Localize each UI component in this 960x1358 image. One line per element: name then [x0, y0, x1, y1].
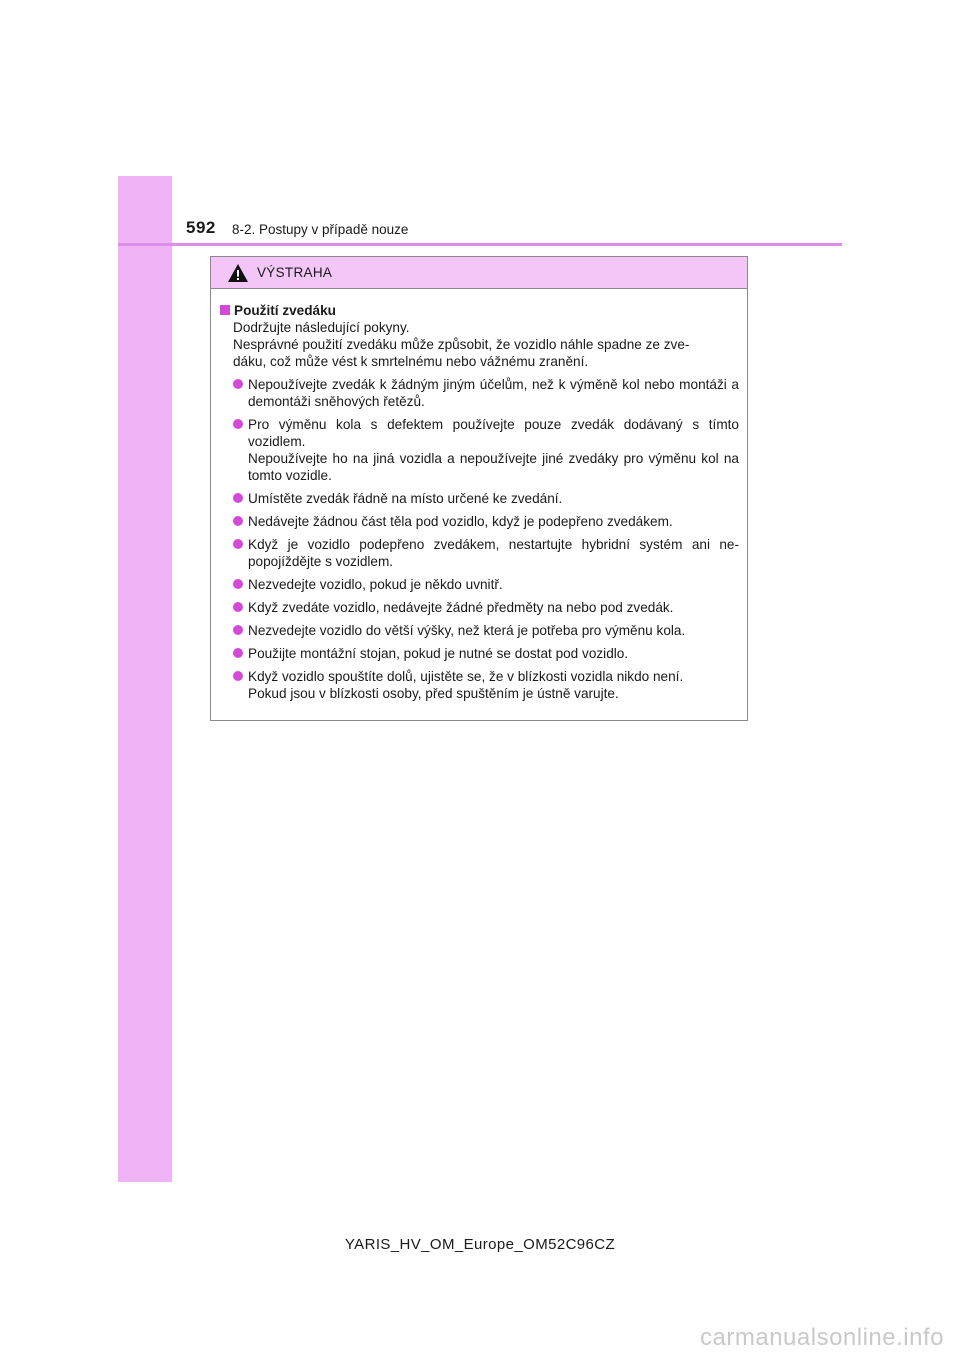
- bullet-dot-icon: [233, 379, 243, 389]
- warning-triangle-icon: [227, 263, 249, 283]
- bullet-item: [220, 513, 739, 530]
- bullet-text: Pokud jsou v blízkosti osoby, před spuštěním je ústně varujte.: [248, 686, 619, 701]
- intro-line: Dodržujte následující pokyny.: [233, 320, 410, 335]
- bullet-item: [220, 622, 739, 639]
- bullet-dot-icon: [233, 579, 243, 589]
- intro-line: dáku, což může vést k smrtelnému nebo vážnému zranění.: [233, 354, 589, 369]
- warning-topic: [220, 302, 739, 319]
- warning-topic-title: Použití zvedáku: [234, 303, 336, 318]
- bullet-text: Když zvedáte vozidlo, nedávejte žádné předměty na nebo pod zvedák.: [248, 600, 674, 615]
- section-title: 8-2. Postupy v případě nouze: [232, 222, 409, 237]
- bullet-item: [220, 416, 739, 484]
- bullet-item: [220, 536, 739, 570]
- bullet-text: Nepoužívejte ho na jiná vozidla a nepoužívejte jiné zvedáky pro výměnu kol na tomto vozidle.: [248, 451, 739, 483]
- bullet-item: [220, 645, 739, 662]
- warning-intro: [220, 319, 739, 370]
- bullet-text: Pro výměnu kola s defektem používejte pouze zvedák dodávaný s tímto vozidlem.: [248, 417, 739, 449]
- square-bullet-icon: [220, 305, 230, 315]
- bullet-dot-icon: [233, 625, 243, 635]
- bullet-item: [220, 576, 739, 593]
- bullet-text: Nezvedejte vozidlo, pokud je někdo uvnitř.: [248, 577, 503, 592]
- warning-body: [211, 289, 747, 702]
- intro-line: Nesprávné použití zvedáku může způsobit, že vozidlo náhle spadne ze zve-: [233, 337, 690, 352]
- bullet-item: [220, 599, 739, 616]
- page-number: 592: [186, 218, 216, 237]
- bullet-dot-icon: [233, 493, 243, 503]
- bullet-text: Když je vozidlo podepřeno zvedákem, nestartujte hybridní systém ani ne-popojíždějte s vozidlem.: [248, 537, 739, 569]
- bullet-text: Když vozidlo spouštíte dolů, ujistěte se, že v blízkosti vozidla nikdo není.: [248, 669, 684, 684]
- bullet-text: Nezvedejte vozidlo do větší výšky, než která je potřeba pro výměnu kola.: [248, 623, 686, 638]
- watermark: carmanualsonline.info: [700, 1324, 944, 1351]
- footer-doc-code: YARIS_HV_OM_Europe_OM52C96CZ: [344, 1236, 616, 1253]
- bullet-text: Nepoužívejte zvedák k žádným jiným účelům, než k výměně kol nebo montáži a demontáži sněhových řetězů.: [248, 377, 739, 409]
- bullet-dot-icon: [233, 671, 243, 681]
- bullet-dot-icon: [233, 648, 243, 658]
- bullet-dot-icon: [233, 602, 243, 612]
- bullet-item: [220, 668, 739, 702]
- bullet-item: [220, 490, 739, 507]
- side-tab-band: [118, 176, 172, 1182]
- warning-label: VÝSTRAHA: [257, 265, 333, 280]
- bullet-item: [220, 376, 739, 410]
- warning-header: [211, 257, 747, 289]
- bullet-text: Nedávejte žádnou část těla pod vozidlo, když je podepřeno zvedákem.: [248, 514, 673, 529]
- header-divider: [118, 243, 842, 246]
- warning-box: [210, 256, 748, 721]
- bullet-text: Umístěte zvedák řádně na místo určené ke zvedání.: [248, 491, 563, 506]
- bullet-text: Použijte montážní stojan, pokud je nutné se dostat pod vozidlo.: [248, 646, 629, 661]
- bullet-dot-icon: [233, 539, 243, 549]
- bullet-dot-icon: [233, 419, 243, 429]
- bullet-dot-icon: [233, 516, 243, 526]
